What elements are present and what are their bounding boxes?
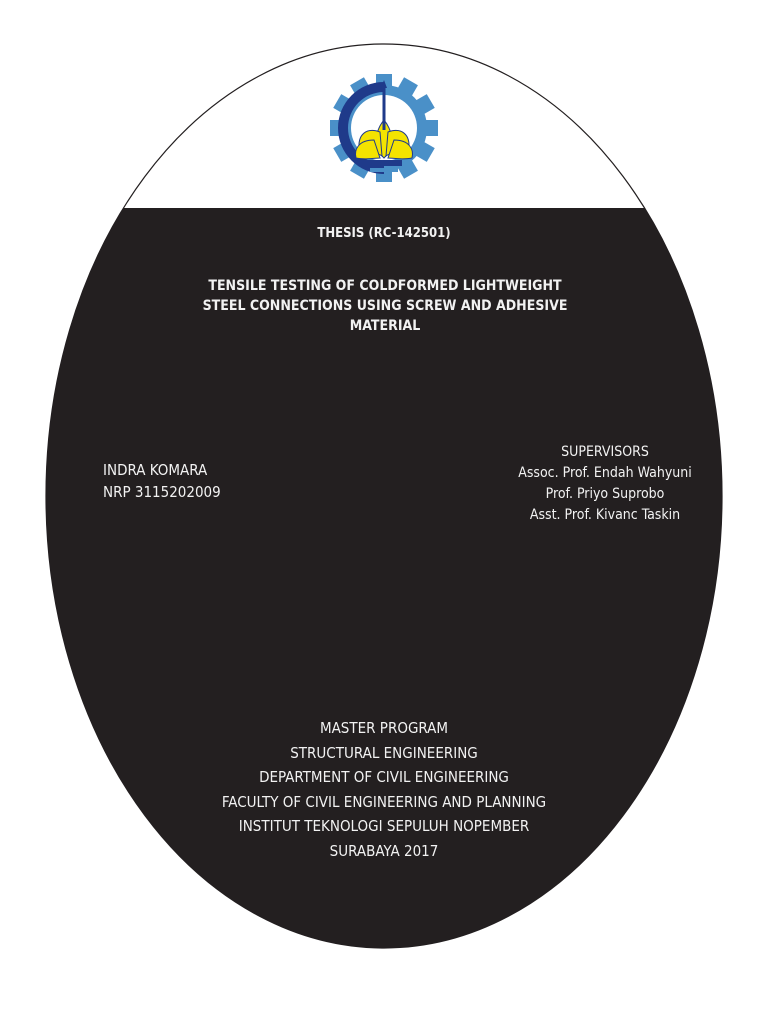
thesis-code: THESIS (RC-142501) xyxy=(317,226,451,241)
author-name: INDRA KOMARA xyxy=(103,461,208,479)
supervisor-name: Asst. Prof. Kivanc Taskin xyxy=(529,507,681,523)
author-block xyxy=(103,459,303,503)
thesis-title-line: STEEL CONNECTIONS USING SCREW AND ADHESIVE xyxy=(202,298,568,314)
institution-block xyxy=(100,716,668,863)
thesis-title xyxy=(150,276,620,336)
author-id: NRP 3115202009 xyxy=(103,483,221,501)
supervisors-heading: SUPERVISORS xyxy=(561,444,649,460)
institution-line: INSTITUT TEKNOLOGI SEPULUH NOPEMBER xyxy=(238,817,530,835)
supervisor-name: Assoc. Prof. Endah Wahyuni xyxy=(518,465,692,481)
institution-line: MASTER PROGRAM xyxy=(319,719,449,737)
thesis-title-line: TENSILE TESTING OF COLDFORMED LIGHTWEIGHT xyxy=(208,278,562,294)
institution-line: DEPARTMENT OF CIVIL ENGINEERING xyxy=(259,768,509,786)
supervisor-name: Prof. Priyo Suprobo xyxy=(545,486,665,502)
thesis-title-line: MATERIAL xyxy=(349,318,421,334)
institution-line: STRUCTURAL ENGINEERING xyxy=(290,743,478,762)
institution-line: SURABAYA 2017 xyxy=(329,841,439,860)
supervisors-block xyxy=(500,442,710,526)
institution-line: FACULTY OF CIVIL ENGINEERING AND PLANNING xyxy=(221,792,547,811)
